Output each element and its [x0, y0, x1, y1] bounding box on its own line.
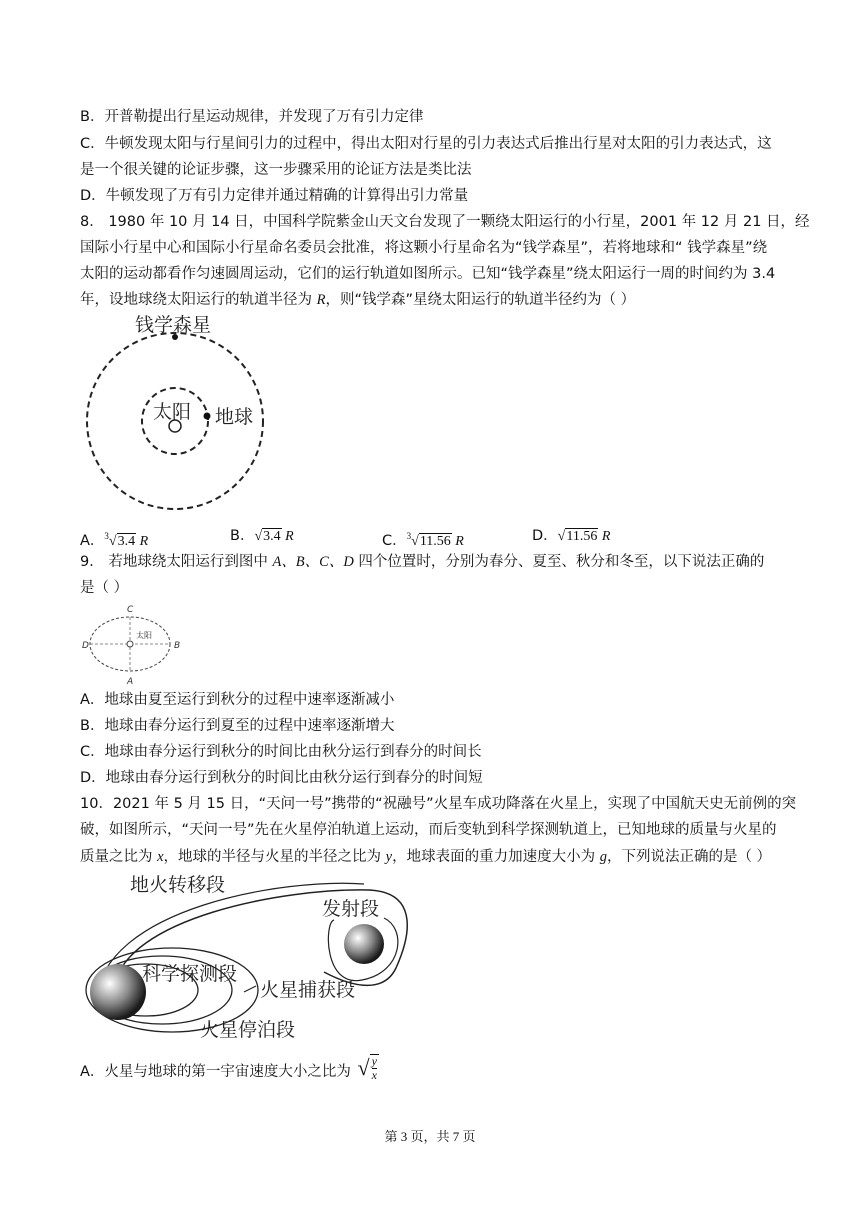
q9-stem-line1 — [80, 552, 780, 572]
q10-option-a-text: A．火星与地球的第一宇宙速度大小之比为 — [80, 1064, 351, 1080]
q10-mars-orbit-figure — [84, 868, 424, 1048]
capture-leader-line — [244, 986, 256, 992]
q9-option-b: B．地球由春分运行到夏至的过程中速率逐渐增大 — [80, 718, 395, 734]
q10-stem-line3a: 质量之比为 — [80, 849, 158, 865]
q8-option-c-root-index: 3 — [406, 531, 412, 541]
label-earth: 地球 — [215, 406, 254, 428]
q10-stem-line3c: ，地球表面的重力加速度大小为 — [392, 849, 600, 865]
label-capture: 火星捕获段 — [260, 979, 356, 1001]
label-transfer: 地火转移段 — [130, 874, 226, 896]
q8-option-c-label: C． — [382, 533, 407, 549]
q7-option-c-line2: 是一个很关键的论证步骤，这一步骤采用的论证方法是类比法 — [80, 162, 472, 178]
q9-option-a: A．地球由夏至运行到秋分的过程中速率逐渐减小 — [80, 692, 395, 708]
q7-option-b: B．开普勒提出行星运动规律，并发现了万有引力定律 — [80, 109, 424, 125]
fraction-numerator: y — [371, 1054, 377, 1068]
q8-option-b-value: 3.4 — [263, 529, 281, 544]
q8-option-a-r: R — [139, 534, 149, 549]
q8-option-a-label: A． — [80, 533, 105, 549]
q8-option-d-r: R — [601, 529, 611, 544]
q9-option-d: D．地球由春分运行到秋分的时间比由秋分运行到春分的时间短 — [80, 770, 483, 786]
label-qian-xuesen-star: 钱学森星 — [135, 314, 212, 336]
q8-option-c-value: 11.56 — [419, 534, 451, 549]
q9-option-c: C．地球由春分运行到秋分的时间比由秋分运行到春分的时间长 — [80, 744, 482, 760]
q8-option-b: B．√3.4 R — [230, 528, 294, 544]
label-point-b: B — [174, 641, 181, 651]
q8-option-b-label: B． — [230, 528, 255, 544]
label-sun-small: 太阳 — [136, 631, 152, 640]
q8-stem-line2: 国际小行星中心和国际小行星命名委员会批准，将这颗小行星命名为“钱学森星”，若将地球和“ 钱学森星”绕 — [80, 240, 768, 256]
q10-var-x: x — [157, 849, 164, 865]
sun-icon — [127, 641, 133, 647]
q8-stem-line4b: ，则“钱学森”星绕太阳运行的轨道半径约为（ ） — [325, 292, 636, 308]
q7-option-c-line1: C．牛顿发现太阳与行星间引力的过程中，得出太阳对行星的引力表达式后推出行星对太阳的引力表达式，这 — [80, 136, 772, 152]
q8-option-c: C．$^3$√11.56 R — [382, 531, 464, 549]
q8-option-a-root-index: 3 — [104, 531, 109, 541]
mars-ball-icon — [90, 964, 146, 1020]
q8-option-d-value: 11.56 — [566, 529, 598, 544]
q7-option-d: D．牛顿发现了万有引力定律并通过精确的计算得出引力常量 — [80, 188, 469, 204]
label-sun: 太阳 — [153, 401, 192, 423]
q8-option-d-label: D． — [532, 528, 558, 544]
label-science: 科学探测段 — [142, 963, 238, 985]
q10-option-a-formula: √ $\frac{y}{x}$ — [357, 1054, 377, 1082]
q10-stem-line3b: ，地球的半径与火星的半径之比为 — [163, 849, 386, 865]
q9-stem-line1b: 四个位置时，分别为春分、夏至、秋分和冬至，以下说法正确的 — [353, 554, 765, 570]
q8-option-a: A．$^3$√3.4 R — [80, 531, 149, 549]
q8-var-r: R — [316, 292, 326, 308]
q9-stem-line1a: 9． 若地球绕太阳运行到图中 — [80, 554, 273, 570]
q10-option-a — [80, 1054, 780, 1086]
q10-var-g: g — [599, 849, 607, 865]
q8-orbit-figure — [80, 308, 280, 513]
page-footer: 第 3 页，共 7 页 — [384, 1129, 476, 1144]
q10-stem-line3 — [80, 847, 780, 867]
q8-option-c-r: R — [455, 534, 464, 549]
label-park: 火星停泊段 — [200, 1019, 296, 1041]
label-launch: 发射段 — [322, 898, 380, 920]
q8-option-d: D．√11.56 R — [532, 528, 611, 544]
q9-points: A、B、C、D — [272, 554, 354, 570]
earth-planet-icon — [204, 413, 211, 420]
q8-stem-line1: 8． 1980 年 10 月 14 日，中国科学院紫金山天文台发现了一颗绕太阳运行的小行星，2001 年 12 月 21 日，经 — [80, 214, 810, 230]
label-point-a: A — [127, 677, 134, 686]
q10-var-y: y — [385, 849, 393, 865]
q8-stem-line4a: 年，设地球绕太阳运行的轨道半径为 — [80, 292, 317, 308]
q8-stem-line3: 太阳的运动都看作匀速圆周运动，它们的运行轨道如图所示。已知“钱学森星”绕太阳运行一周的时间约为 3.4 — [80, 266, 776, 282]
q8-stem-line4 — [80, 290, 780, 310]
q10-stem-line3d: ，下列说法正确的是（ ） — [606, 849, 772, 865]
q8-option-a-value: 3.4 — [117, 534, 136, 549]
q9-ellipse-figure — [82, 600, 216, 686]
q10-stem-line2: 破，如图所示，“天问一号”先在火星停泊轨道上运动，而后变轨到科学探测轨道上，已知地球的质量与火星的 — [80, 822, 777, 838]
fraction-denominator: x — [371, 1068, 377, 1082]
earth-ball-icon — [344, 924, 384, 964]
q8-option-b-r: R — [285, 529, 294, 544]
label-point-d: D — [82, 641, 89, 651]
q10-stem-line1: 10．2021 年 5 月 15 日，“天问一号”携带的“祝融号”火星车成功降落在火星上，实现了中国航天史无前例的突 — [80, 796, 797, 812]
q9-stem-line2: 是（ ） — [80, 580, 129, 596]
label-point-c: C — [127, 605, 134, 615]
